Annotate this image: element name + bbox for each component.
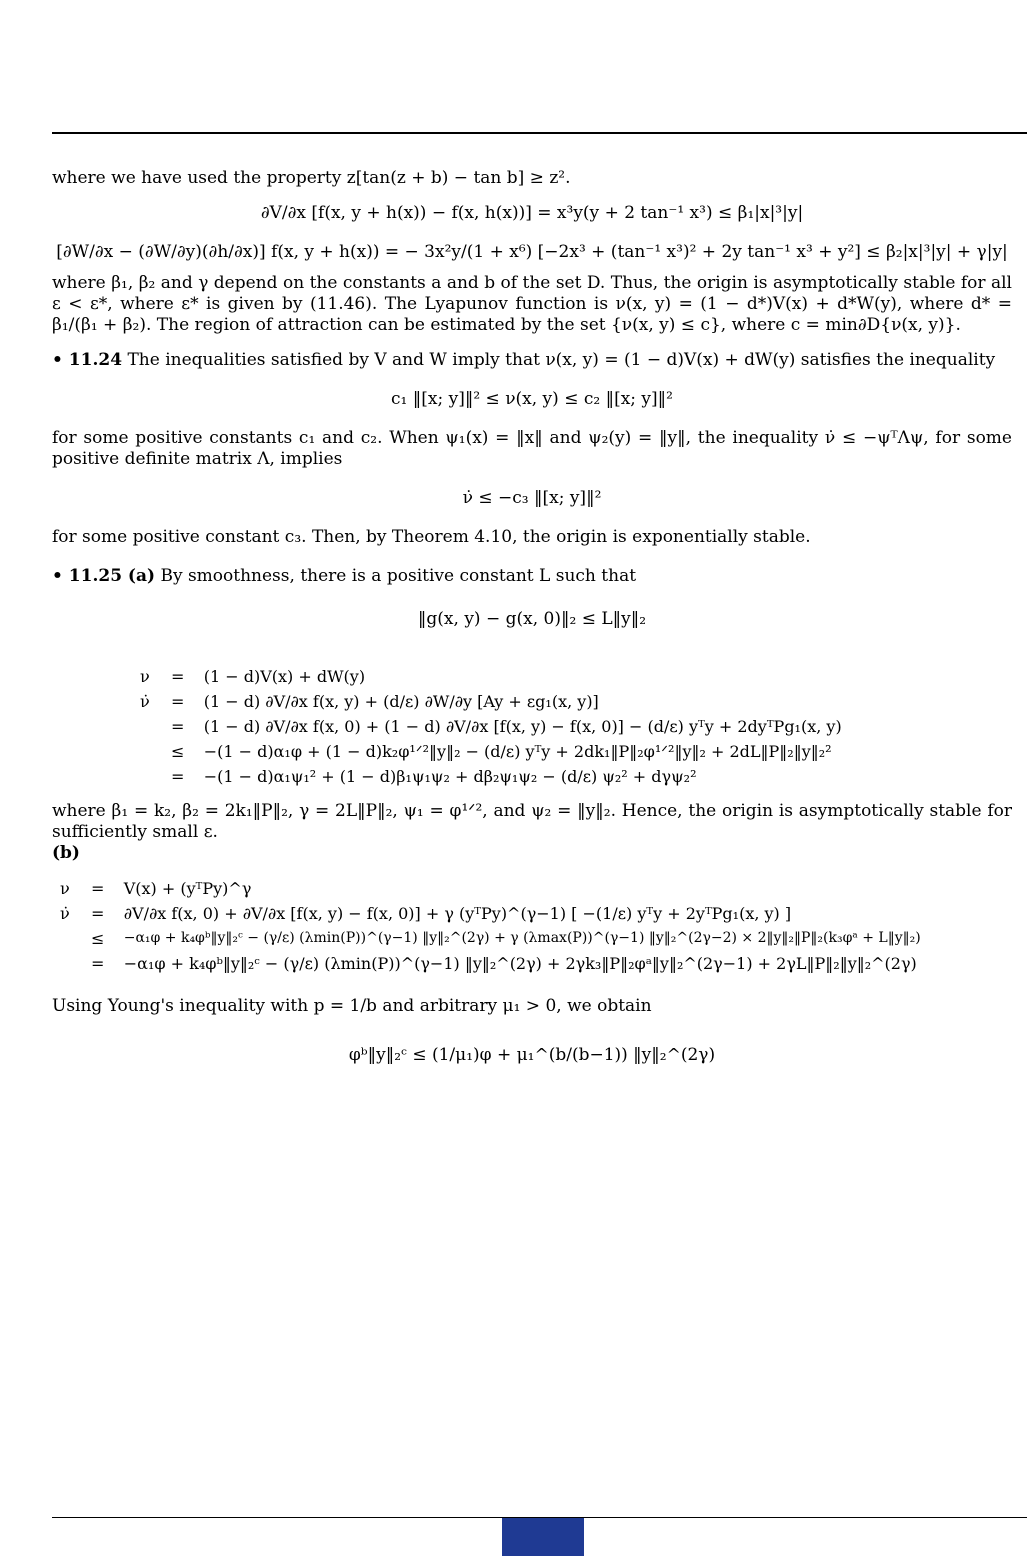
page-number-tab bbox=[502, 1518, 584, 1556]
section-label-11-25: • 11.25 (a) bbox=[52, 566, 156, 586]
align-lhs: ν bbox=[60, 879, 70, 898]
align-a-row bbox=[132, 714, 850, 739]
paragraph-where-a: where β₁ = k₂, β₂ = 2k₁‖P‖₂, γ = 2L‖P‖₂, ψ₁ = φ¹ᐟ², and ψ₂ = ‖y‖₂. Hence, the origin is asymptotically stable for sufficiently small ε. bbox=[52, 801, 1012, 842]
align-b-row bbox=[52, 951, 929, 976]
align-block-a bbox=[132, 664, 850, 789]
align-a-row bbox=[132, 764, 850, 789]
equation-dw: [∂W/∂x − (∂W/∂y)(∂h/∂x)] f(x, y + h(x)) = − 3x²y/(1 + x⁶) [−2x³ + (tan⁻¹ x³)² + 2y tan⁻¹ x³ + y²] ≤ β₂|x|³|y| + γ|y| bbox=[56, 242, 1008, 262]
section-label-11-24: • 11.24 bbox=[52, 350, 123, 370]
align-rhs: −(1 − d)α₁ψ₁² + (1 − d)β₁ψ₁ψ₂ + dβ₂ψ₁ψ₂ − (d/ε) ψ₂² + dγψ₂² bbox=[203, 767, 697, 786]
equation-young: φᵇ‖y‖₂ᶜ ≤ (1/μ₁)φ + μ₁^(b/(b−1)) ‖y‖₂^(2γ) bbox=[348, 1045, 716, 1065]
align-lhs: ν̇ bbox=[140, 692, 150, 711]
align-b-row bbox=[52, 926, 929, 951]
align-rhs: −α₁φ + k₄φᵇ‖y‖₂ᶜ − (γ/ε) (λmin(P))^(γ−1) ‖y‖₂^(2γ) + 2γk₃‖P‖₂φᵃ‖y‖₂^(2γ−1) + 2γL‖P‖₂‖y‖₂^(2γ) bbox=[123, 954, 917, 973]
align-rel: = bbox=[91, 904, 105, 923]
paragraph-theorem: for some positive constant c₃. Then, by Theorem 4.10, the origin is exponentially stable. bbox=[52, 527, 811, 547]
align-rel: = bbox=[171, 692, 185, 711]
align-b-row bbox=[52, 876, 929, 901]
align-lhs bbox=[52, 926, 80, 951]
align-rhs: (1 − d) ∂V/∂x f(x, 0) + (1 − d) ∂V/∂x [f(x, y) − f(x, 0)] − (d/ε) yᵀy + 2dyᵀPg₁(x, y) bbox=[203, 717, 842, 736]
section-text-11-24: The inequalities satisfied by V and W imply that ν(x, y) = (1 − d)V(x) + dW(y) satisfies the inequality bbox=[127, 350, 996, 370]
align-rel: ≤ bbox=[171, 742, 185, 761]
align-lhs: ν bbox=[140, 667, 150, 686]
align-lhs: ν̇ bbox=[60, 904, 70, 923]
align-rhs: (1 − d)V(x) + dW(y) bbox=[203, 667, 366, 686]
paragraph-beta: where β₁, β₂ and γ depend on the constants a and b of the set D. Thus, the origin is asymptotically stable for all ε < ε*, where ε* is given by (11.46). The Lyapunov function is ν(x, y) = (1 − d*)V(x) + d*W(y), where d* = β₁/(β₁ + β₂). The region of attraction can be estimated by the set {ν(x, y) ≤ c}, where c = min∂D{ν(x, y)}. bbox=[52, 273, 1012, 335]
align-rhs: −α₁φ + k₄φᵇ‖y‖₂ᶜ − (γ/ε) (λmin(P))^(γ−1) ‖y‖₂^(2γ) + γ (λmax(P))^(γ−1) ‖y‖₂^(2γ−2) × 2‖y‖₂‖P‖₂(k₃φᵃ + L‖y‖₂) bbox=[123, 930, 921, 946]
page-content bbox=[52, 168, 1012, 1070]
label-b: (b) bbox=[52, 843, 80, 863]
align-rel: = bbox=[171, 717, 185, 736]
align-lhs bbox=[52, 951, 80, 976]
top-rule bbox=[52, 132, 1027, 134]
align-rel: = bbox=[171, 667, 185, 686]
align-lhs bbox=[132, 739, 160, 764]
align-rhs: (1 − d) ∂V/∂x f(x, y) + (d/ε) ∂W/∂y [Ay + εg₁(x, y)] bbox=[203, 692, 599, 711]
align-rel: ≤ bbox=[91, 929, 105, 948]
section-text-11-25: By smoothness, there is a positive constant L such that bbox=[160, 566, 637, 586]
section-11-25 bbox=[52, 566, 1012, 587]
align-rhs: V(x) + (yᵀPy)^γ bbox=[123, 879, 252, 898]
align-rhs: ∂V/∂x f(x, 0) + ∂V/∂x [f(x, y) − f(x, 0)] + γ (yᵀPy)^(γ−1) [ −(1/ε) yᵀy + 2yᵀPg₁(x, y) ] bbox=[123, 904, 792, 923]
align-lhs bbox=[132, 714, 160, 739]
align-a-row bbox=[132, 689, 850, 714]
align-a-row bbox=[132, 664, 850, 689]
paragraph-property: where we have used the property z[tan(z + b) − tan b] ≥ z². bbox=[52, 168, 571, 188]
align-b-row bbox=[52, 901, 929, 926]
align-lhs bbox=[132, 764, 160, 789]
align-block-b bbox=[52, 876, 929, 976]
section-11-24 bbox=[52, 350, 1012, 371]
paragraph-positive: for some positive constants c₁ and c₂. When ψ₁(x) = ‖x‖ and ψ₂(y) = ‖y‖, the inequality ν̇ ≤ −ψᵀΛψ, for some positive definite matrix Λ, implies bbox=[52, 428, 1012, 469]
align-rhs: −(1 − d)α₁φ + (1 − d)k₂φ¹ᐟ²‖y‖₂ − (d/ε) yᵀy + 2dk₁‖P‖₂φ¹ᐟ²‖y‖₂ + 2dL‖P‖₂‖y‖₂² bbox=[203, 742, 832, 761]
equation-dvdx: ∂V/∂x [f(x, y + h(x)) − f(x, h(x))] = x³y(y + 2 tan⁻¹ x³) ≤ β₁|x|³|y| bbox=[260, 203, 804, 223]
align-rel: = bbox=[91, 879, 105, 898]
align-rel: = bbox=[171, 767, 185, 786]
equation-lipschitz: ‖g(x, y) − g(x, 0)‖₂ ≤ L‖y‖₂ bbox=[417, 609, 647, 629]
align-rel: = bbox=[91, 954, 105, 973]
paragraph-young: Using Young's inequality with p = 1/b and arbitrary μ₁ > 0, we obtain bbox=[52, 996, 652, 1016]
equation-nudot: ν̇ ≤ −c₃ ‖[x; y]‖² bbox=[462, 488, 602, 508]
equation-bounds: c₁ ‖[x; y]‖² ≤ ν(x, y) ≤ c₂ ‖[x; y]‖² bbox=[391, 389, 673, 409]
align-a-row bbox=[132, 739, 850, 764]
